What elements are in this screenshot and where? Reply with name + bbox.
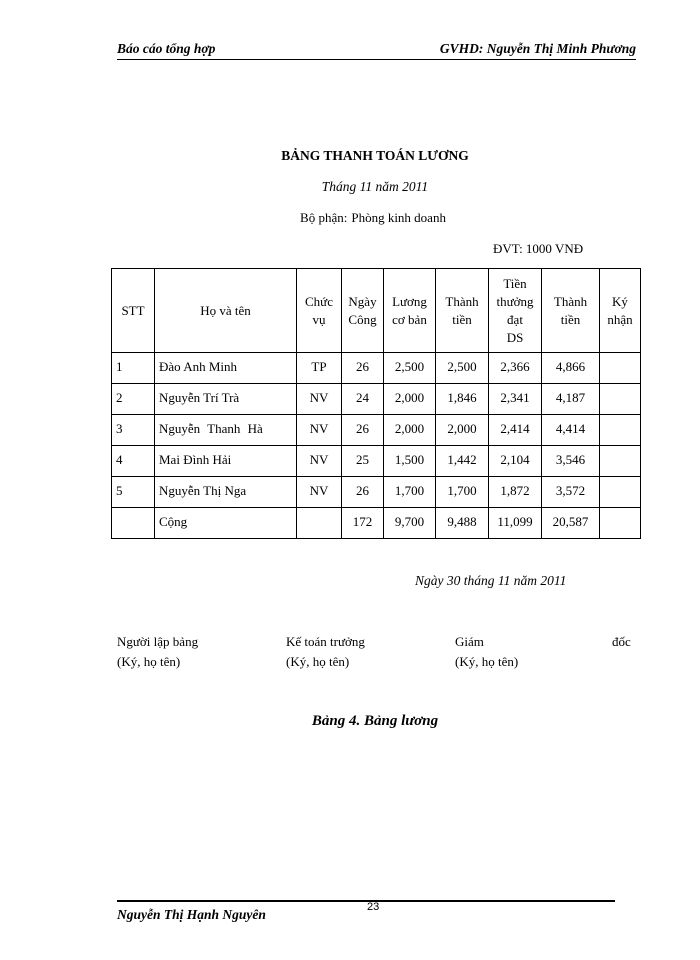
cell-bonus: 2,104 (489, 446, 542, 477)
cell-days: 25 (342, 446, 384, 477)
signature-director-label-end: đốc (612, 634, 631, 649)
cell-amount: 2,000 (436, 415, 489, 446)
cell-days: 26 (342, 477, 384, 508)
cell-amount-total: 9,488 (436, 508, 489, 539)
cell-stt: 3 (112, 415, 155, 446)
cell-stt: 4 (112, 446, 155, 477)
cell-stt: 5 (112, 477, 155, 508)
cell-total-label: Cộng (155, 508, 297, 539)
header-report-title: Báo cáo tổng hợp (117, 41, 216, 56)
cell-name: Mai Đình Hải (155, 446, 297, 477)
cell-days-total: 172 (342, 508, 384, 539)
page-number: 23 (367, 901, 380, 913)
cell-stt: 1 (112, 353, 155, 384)
cell-base-salary-total: 9,700 (384, 508, 436, 539)
cell-signature (600, 415, 641, 446)
cell-bonus-total: 11,099 (489, 508, 542, 539)
signature-preparer: Người lập bảng (117, 634, 199, 649)
cell-position: NV (297, 415, 342, 446)
cell-base-salary: 2,500 (384, 353, 436, 384)
cell-signature (600, 384, 641, 415)
table-row (112, 384, 641, 415)
cell-signature (600, 508, 641, 539)
cell-name: Nguyễn Trí Trà (155, 384, 297, 415)
cell-bonus: 2,366 (489, 353, 542, 384)
cell-bonus: 1,872 (489, 477, 542, 508)
header-position: Chức vụ (297, 269, 342, 353)
table-header-row (112, 269, 641, 353)
unit-of-measure: ĐVT: 1000 VNĐ (493, 241, 584, 256)
cell-base-salary: 1,500 (384, 446, 436, 477)
document-subtitle: Tháng 11 năm 2011 (321, 179, 429, 194)
signature-director-label: Giám (455, 634, 484, 649)
header-signature: Ký nhận (600, 269, 641, 353)
cell-position (297, 508, 342, 539)
cell-amount: 1,442 (436, 446, 489, 477)
header-total: Thành tiền (542, 269, 600, 353)
table-row (112, 415, 641, 446)
cell-total: 3,572 (542, 477, 600, 508)
cell-total: 4,187 (542, 384, 600, 415)
header-base-salary: Lương cơ bản (384, 269, 436, 353)
cell-base-salary: 2,000 (384, 415, 436, 446)
cell-bonus: 2,341 (489, 384, 542, 415)
header-supervisor: GVHD: Nguyễn Thị Minh Phương (439, 41, 636, 56)
cell-stt: 2 (112, 384, 155, 415)
cell-base-salary: 2,000 (384, 384, 436, 415)
department-line (0, 210, 700, 226)
header-amount: Thành tiền (436, 269, 489, 353)
table-total-row (112, 508, 641, 539)
header-days: Ngày Công (342, 269, 384, 353)
cell-grand-total: 20,587 (542, 508, 600, 539)
cell-name: Nguyễn Thanh Hà (155, 415, 297, 446)
cell-position: TP (297, 353, 342, 384)
table-caption: Bảng 4. Bảng lương (311, 713, 439, 729)
cell-amount: 1,846 (436, 384, 489, 415)
table-row (112, 446, 641, 477)
cell-name: Nguyễn Thị Nga (155, 477, 297, 508)
page-header (117, 40, 636, 60)
date-line: Ngày 30 tháng 11 năm 2011 (415, 573, 567, 588)
signature-accountant-note: (Ký, họ tên) (286, 654, 350, 669)
cell-amount: 2,500 (436, 353, 489, 384)
cell-days: 26 (342, 353, 384, 384)
cell-total: 3,546 (542, 446, 600, 477)
cell-signature (600, 446, 641, 477)
cell-total: 4,414 (542, 415, 600, 446)
cell-position: NV (297, 384, 342, 415)
signature-director-note: (Ký, họ tên) (455, 654, 519, 669)
cell-bonus: 2,414 (489, 415, 542, 446)
header-bonus: Tiền thưởng đạt DS (489, 269, 542, 353)
cell-signature (600, 353, 641, 384)
header-name: Họ và tên (155, 269, 297, 353)
footer-author: Nguyễn Thị Hạnh Nguyên (117, 907, 266, 922)
header-stt: STT (112, 269, 155, 353)
cell-days: 26 (342, 415, 384, 446)
table-row (112, 477, 641, 508)
cell-amount: 1,700 (436, 477, 489, 508)
salary-table (111, 268, 641, 539)
cell-name: Đào Anh Minh (155, 353, 297, 384)
cell-total: 4,866 (542, 353, 600, 384)
cell-stt (112, 508, 155, 539)
department-label: Bộ phận: (300, 210, 348, 225)
cell-position: NV (297, 477, 342, 508)
cell-base-salary: 1,700 (384, 477, 436, 508)
department-value: Phòng kinh doanh (351, 210, 446, 225)
cell-position: NV (297, 446, 342, 477)
cell-days: 24 (342, 384, 384, 415)
signature-accountant: Kế toán trưởng (286, 634, 365, 649)
footer-divider (117, 900, 615, 902)
signature-preparer-note: (Ký, họ tên) (117, 654, 181, 669)
table-row (112, 353, 641, 384)
cell-signature (600, 477, 641, 508)
document-title: BẢNG THANH TOÁN LƯƠNG (281, 148, 469, 163)
